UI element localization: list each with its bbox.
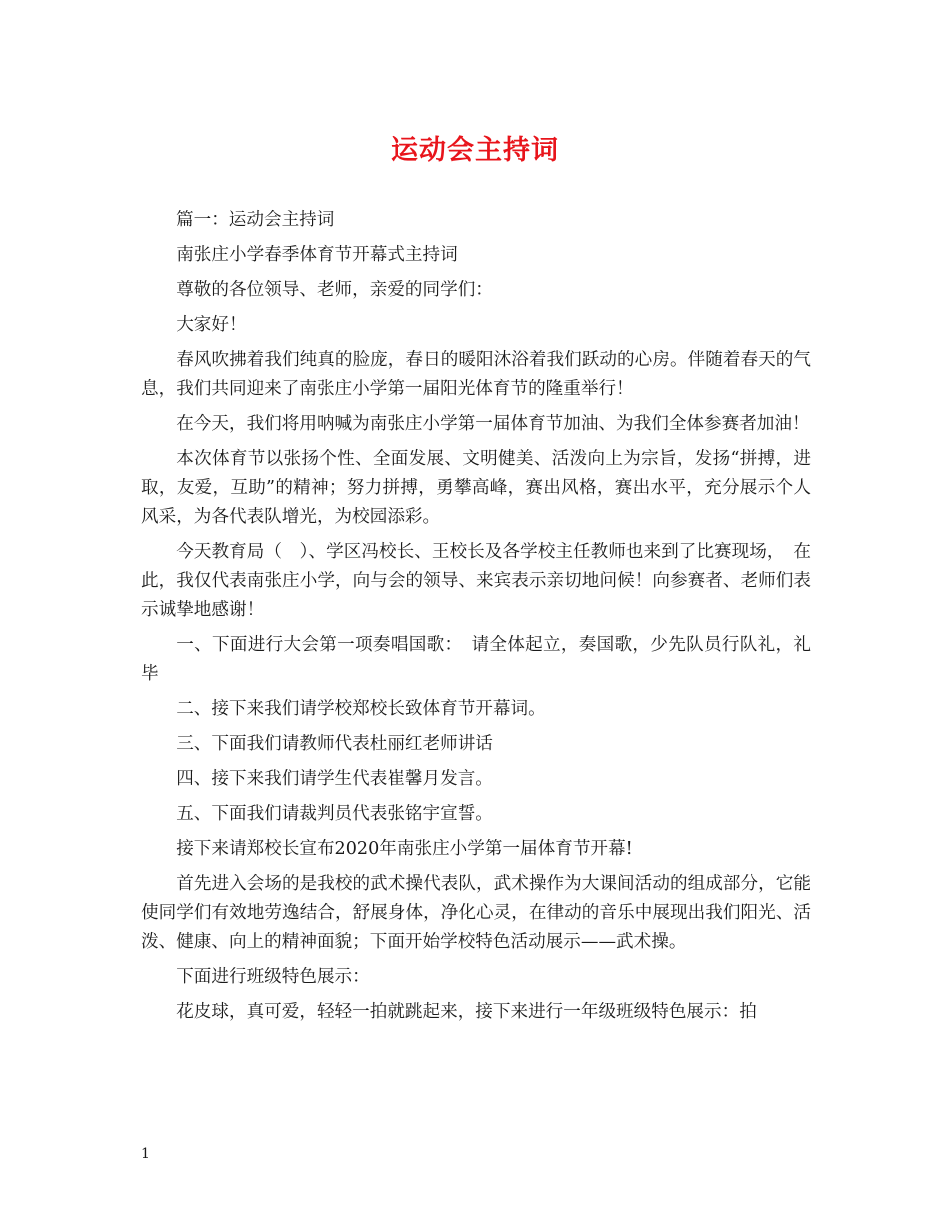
- paragraph: 花皮球，真可爱，轻轻一拍就跳起来，接下来进行一年级班级特色展示：拍: [176, 1002, 757, 1022]
- paragraph: 篇一：运动会主持词: [176, 210, 335, 230]
- paragraph: 本次体育节以张扬个性、全面发展、文明健美、活泼向上为宗旨，发扬“拼搏，进取，友爱，互助”的精神；努力拼搏，勇攀高峰，赛出风格，赛出水平，充分展示个人风采，为各代表队增光，为校园添彩。: [141, 449, 811, 527]
- paragraph: 一、下面进行大会第一项奏唱国歌： 请全体起立，奏国歌，少先队员行队礼，礼毕: [141, 635, 811, 684]
- paragraph: 下面进行班级特色展示：: [176, 967, 370, 987]
- paragraph: 今天教育局（ ）、学区冯校长、王校长及各学校主任教师也来到了比赛现场， 在此，我仅代表南张庄小学，向与会的领导、来宾表示亲切地问候！向参赛者、老师们表示诚挚地感谢！: [141, 542, 811, 620]
- page-number: 1: [141, 1146, 150, 1162]
- paragraph: 三、下面我们请教师代表杜丽红老师讲话: [176, 734, 493, 754]
- page-title: 运动会主持词: [391, 135, 559, 166]
- document-body: [141, 206, 811, 1033]
- paragraph: 大家好！: [176, 315, 247, 335]
- paragraph: 五、下面我们请裁判员代表张铭宇宣誓。: [176, 804, 493, 824]
- paragraph: 在今天，我们将用呐喊为南张庄小学第一届体育节加油、为我们全体参赛者加油！: [176, 414, 810, 434]
- paragraph: 尊敬的各位领导、老师，亲爱的同学们：: [176, 280, 493, 300]
- paragraph: 春风吹拂着我们纯真的脸庞，春日的暖阳沐浴着我们跃动的心房。伴随着春天的气息，我们共同迎来了南张庄小学第一届阳光体育节的隆重举行！: [141, 350, 811, 399]
- paragraph: 首先进入会场的是我校的武术操代表队，武术操作为大课间活动的组成部分，它能使同学们有效地劳逸结合，舒展身体，净化心灵，在律动的音乐中展现出我们阳光、活泼、健康、向上的精神面貌；下面开始学校特色活动展示——武术操。: [141, 874, 811, 952]
- paragraph: 四、接下来我们请学生代表崔馨月发言。: [176, 769, 493, 789]
- paragraph: 二、接下来我们请学校郑校长致体育节开幕词。: [176, 699, 546, 719]
- paragraph: 接下来请郑校长宣布2020年南张庄小学第一届体育节开幕!: [176, 839, 633, 859]
- paragraph: 南张庄小学春季体育节开幕式主持词: [176, 245, 458, 265]
